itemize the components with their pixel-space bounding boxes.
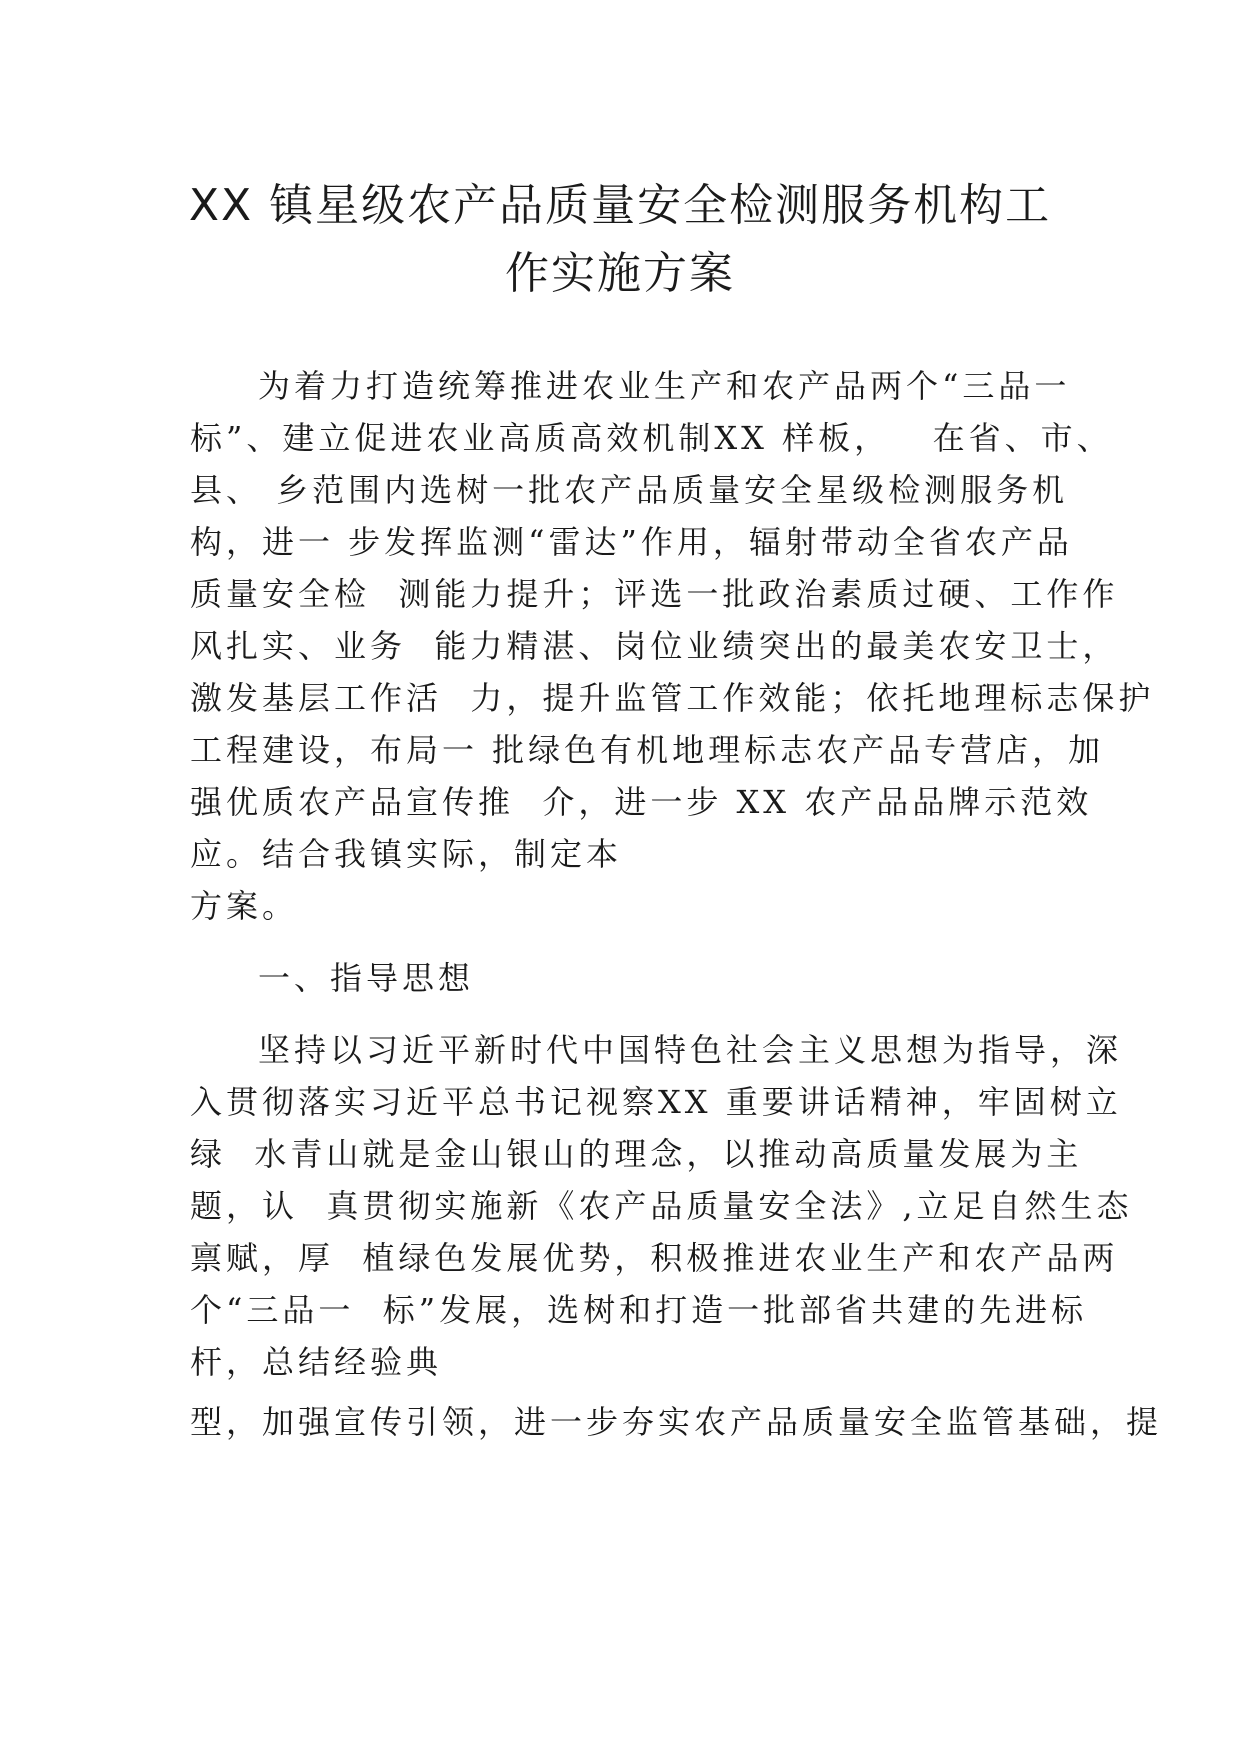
- intro-line-10: 应。结合我镇实际，制定本: [190, 835, 623, 873]
- section-line-5: 禀赋，厚 植绿色发展优势，积极推进农业生产和农产品两: [190, 1239, 1119, 1277]
- intro-line-7: 激发基层工作活 力，提升监管工作效能；依托地理标志保护: [190, 679, 1155, 717]
- section-line-4: 题，认 真贯彻实施新《农产品质量安全法》,立足自然生态: [190, 1187, 1133, 1225]
- section-line-2: 入贯彻落实习近平总书记视察XX 重要讲话精神，牢固树立: [190, 1083, 1122, 1121]
- intro-line-3: 县、 乡范围内选树一批农产品质量安全星级检测服务机: [190, 471, 1069, 509]
- section-line-6: 个“三品一 标”发展，选树和打造一批部省共建的先进标: [190, 1291, 1088, 1329]
- intro-line-8: 工程建设，布局一 批绿色有机地理标志农产品专营店，加: [190, 731, 1105, 769]
- intro-line-4: 构，进一 步发挥监测“雷达”作用，辐射带动全省农产品: [190, 523, 1073, 561]
- intro-line-2: 标”、建立促进农业高质高效机制XX 样板， 在省、市、: [190, 419, 1113, 457]
- intro-line-9: 强优质农产品宣传推 介，进一步 XX 农产品品牌示范效: [190, 783, 1093, 821]
- intro-line-1: 为着力打造统筹推进农业生产和农产品两个“三品一: [258, 367, 1071, 405]
- section-line-3: 绿 水青山就是金山银山的理念，以推动高质量发展为主: [190, 1135, 1083, 1173]
- document-title-line-1: XX 镇星级农产品质量安全检测服务机构工: [188, 180, 1052, 231]
- document-title-line-2: 作实施方案: [505, 248, 735, 299]
- section-line-1: 坚持以习近平新时代中国特色社会主义思想为指导，深: [258, 1031, 1123, 1069]
- intro-line-11: 方案。: [190, 887, 299, 925]
- section-heading: 一、指导思想: [258, 959, 475, 997]
- intro-line-6: 风扎实、业务 能力精湛、岗位业绩突出的最美农安卫士，: [190, 627, 1119, 665]
- intro-line-5: 质量安全检 测能力提升；评选一批政治素质过硬、工作作: [190, 575, 1119, 613]
- section-line-7: 杆，总结经验典: [190, 1343, 443, 1381]
- section-line-8: 型，加强宣传引领，进一步夯实农产品质量安全监管基础，提: [190, 1403, 1163, 1441]
